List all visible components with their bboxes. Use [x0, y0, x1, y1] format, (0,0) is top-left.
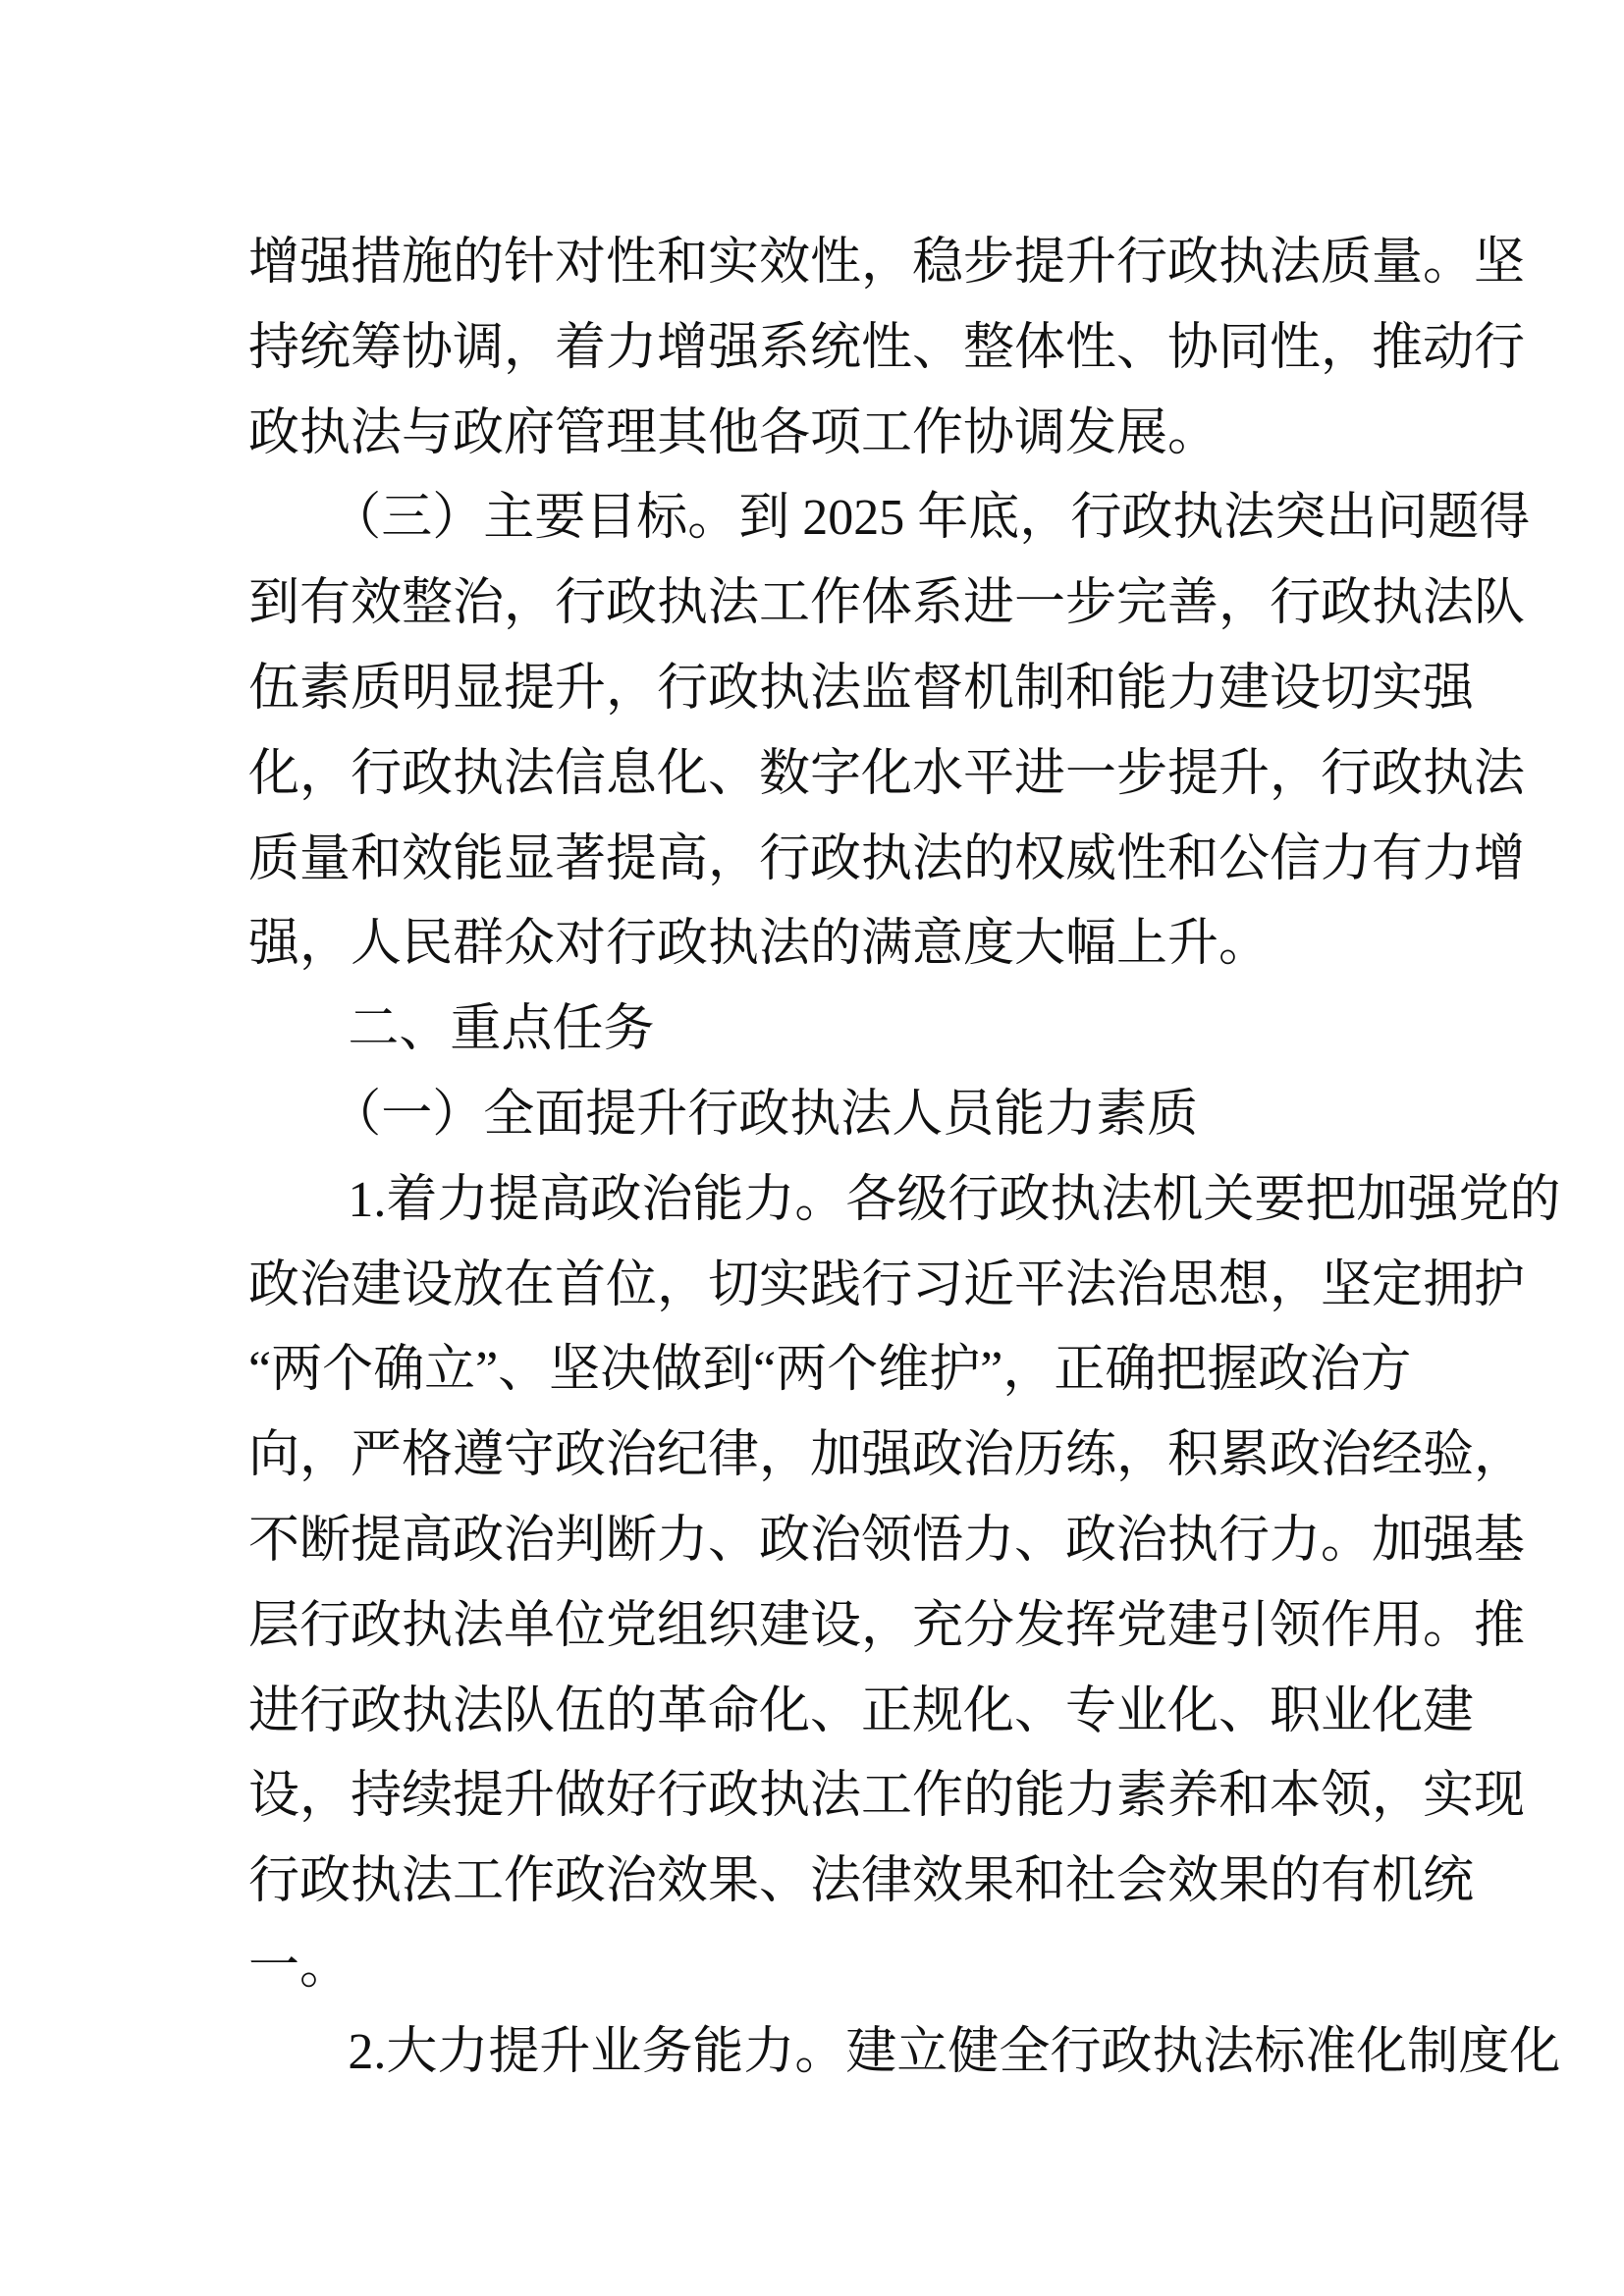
text-line: 到有效整治，行政执法工作体系进一步完善，行政执法队	[248, 575, 1526, 632]
text-line: （一）全面提升行政执法人员能力素质	[330, 1086, 1199, 1143]
text-line: 一。	[248, 1938, 352, 1995]
text-line: 不断提高政治判断力、政治领悟力、政治执行力。加强基	[248, 1512, 1526, 1569]
text-line: 政执法与政府管理其他各项工作协调发展。	[248, 404, 1219, 461]
text-line: 进行政执法队伍的革命化、正规化、专业化、职业化建	[248, 1682, 1475, 1739]
text-line: 1.着力提高政治能力。各级行政执法机关要把加强党的	[348, 1171, 1561, 1228]
text-line: 伍素质明显提升，行政执法监督机制和能力建设切实强	[248, 660, 1475, 717]
document-page	[248, 221, 1561, 2096]
text-line: 向，严格遵守政治纪律，加强政治历练，积累政治经验，	[248, 1427, 1526, 1484]
text-line: 持统筹协调，着力增强系统性、整体性、协同性，推动行	[248, 319, 1526, 376]
text-line: 质量和效能显著提高，行政执法的权威性和公信力有力增	[248, 830, 1526, 887]
text-line: 2.大力提升业务能力。建立健全行政执法标准化制度化	[348, 2023, 1561, 2080]
text-line: 政治建设放在首位，切实践行习近平法治思想，坚定拥护	[248, 1256, 1526, 1313]
text-line: 设，持续提升做好行政执法工作的能力素养和本领，实现	[248, 1768, 1526, 1825]
text-line: 增强措施的针对性和实效性，稳步提升行政执法质量。坚	[248, 235, 1526, 291]
text-line: 强，人民群众对行政执法的满意度大幅上升。	[248, 916, 1271, 973]
text-line: 层行政执法单位党组织建设，充分发挥党建引领作用。推	[248, 1597, 1526, 1654]
text-line: 二、重点任务	[348, 1001, 655, 1058]
text-line: 行政执法工作政治效果、法律效果和社会效果的有机统	[248, 1853, 1475, 1910]
text-line: 化，行政执法信息化、数字化水平进一步提升，行政执法	[248, 745, 1526, 802]
text-line: （三）主要目标。到 2025 年底，行政执法突出问题得	[330, 490, 1531, 547]
text-line: “两个确立”、坚决做到“两个维护”，正确把握政治方	[248, 1342, 1412, 1399]
